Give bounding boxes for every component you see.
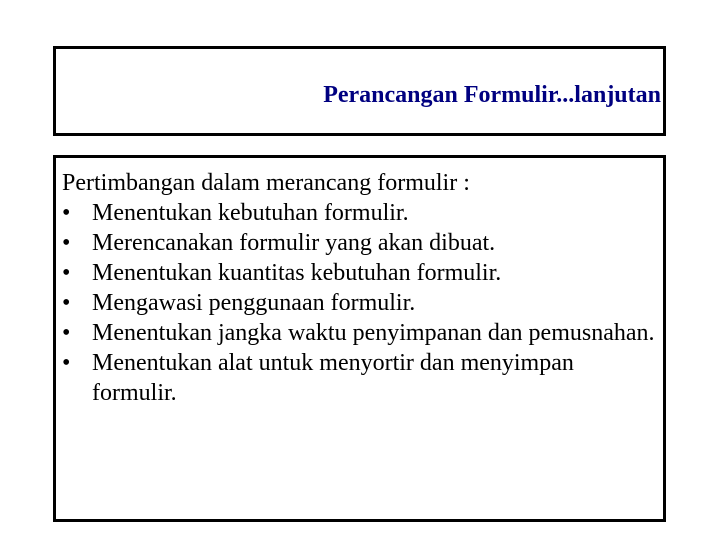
bullet-list [62, 198, 662, 408]
bullet-item [62, 348, 662, 408]
bullet-icon: • [62, 260, 71, 286]
bullet-item [62, 288, 662, 318]
bullet-icon: • [62, 230, 71, 256]
bullet-item [62, 318, 662, 348]
intro-text: Pertimbangan dalam merancang formulir : [62, 170, 470, 196]
bullet-item [62, 198, 662, 228]
bullet-icon: • [62, 350, 71, 376]
bullet-item [62, 228, 662, 258]
bullet-text: Menentukan jangka waktu penyimpanan dan pemusnahan. [92, 320, 655, 346]
content-box [53, 155, 666, 522]
bullet-item [62, 258, 662, 288]
bullet-text: Mengawasi penggunaan formulir. [92, 290, 416, 316]
bullet-text: Menentukan kebutuhan formulir. [92, 200, 409, 226]
slide-title: Perancangan Formulir...lanjutan [323, 82, 661, 108]
bullet-icon: • [62, 200, 71, 226]
bullet-icon: • [62, 320, 71, 346]
bullet-text: Menentukan kuantitas kebutuhan formulir. [92, 260, 502, 286]
bullet-text: Merencanakan formulir yang akan dibuat. [92, 230, 496, 256]
bullet-text: Menentukan alat untuk menyortir dan menyimpan formulir. [92, 350, 574, 406]
bullet-icon: • [62, 290, 71, 316]
title-box [53, 46, 666, 136]
